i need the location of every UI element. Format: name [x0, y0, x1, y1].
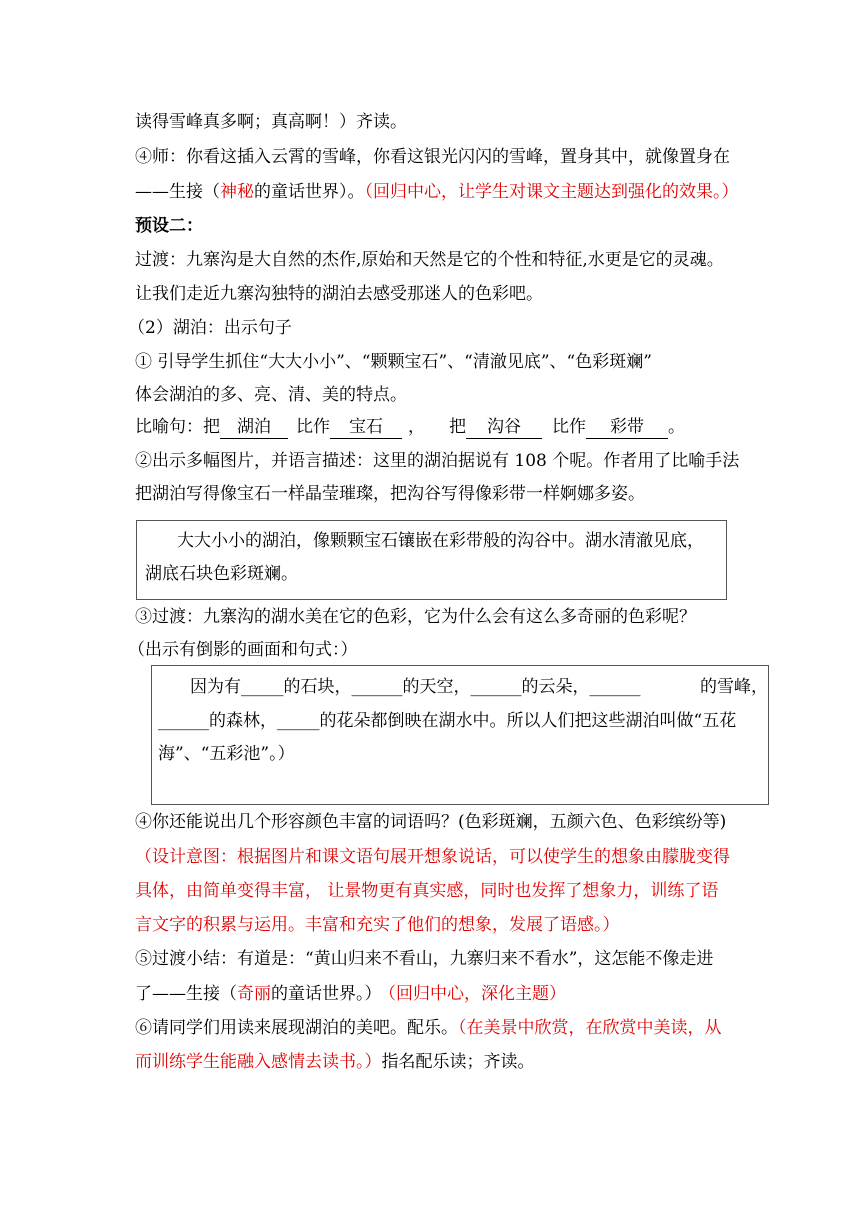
paragraph-text: ②出示多幅图片，并语言描述：这里的湖泊据说有 108 个呢。作者用了比喻手法 — [135, 451, 740, 471]
design-intent-line — [135, 879, 718, 903]
paragraph-text: 的童话世界。） — [271, 984, 382, 1004]
text-line — [135, 1050, 535, 1074]
teacher-note: （回归中心，深化主题） — [387, 984, 566, 1004]
paragraph-text: ——生接（ — [135, 182, 220, 202]
text-line — [135, 110, 407, 134]
paragraph-text: ⑤过渡小结：有道是：“黄山归来不看山，九寨归来不看水”，这怎能不像走进 — [135, 949, 714, 969]
teacher-note: 而训练学生能融入感情去读书。） — [135, 1052, 382, 1072]
text-line — [177, 529, 704, 553]
highlight-word: 奇丽 — [237, 984, 271, 1004]
subheading-text: （2）湖泊：出示句子 — [128, 318, 292, 338]
paragraph-text: 过渡：九寨沟是大自然的杰作,原始和天然是它的个性和特征,水更是它的灵魂。 — [135, 250, 724, 270]
paragraph-text: ④师：你看这插入云霄的雪峰，你看这银光闪闪的雪峰，置身其中，就像置身在 — [135, 147, 730, 167]
text-line — [135, 947, 713, 971]
text-line — [135, 1016, 722, 1040]
pattern-text: 的雪峰， — [700, 677, 768, 697]
pattern-text: ______的森林，_____的花朵都倒映在湖水中。所以人们把这些湖泊叫做“五花 — [158, 711, 737, 731]
teacher-note: （设计意图：根据图片和课文语句展开想象说话，可以使学生的想象由朦胧变得 — [135, 847, 730, 867]
paragraph-text: 让我们走近九寨沟独特的湖泊去感受那迷人的色彩吧。 — [135, 284, 543, 304]
text-line — [135, 383, 407, 407]
heading-text: 预设二： — [135, 216, 203, 236]
text-line — [135, 449, 739, 473]
fill-blank: 宝石 — [330, 416, 402, 439]
paragraph-text: 比作 — [296, 417, 330, 437]
text-line — [135, 605, 696, 629]
text-line — [135, 145, 730, 169]
design-intent-line — [135, 913, 620, 937]
pattern-text: 海”、“五彩池”。） — [158, 744, 295, 764]
fill-blank: 沟谷 — [466, 416, 542, 439]
text-line — [135, 282, 543, 306]
text-line — [135, 350, 652, 374]
fill-blank: 湖泊 — [220, 416, 288, 439]
pattern-text: 因为有_____的石块，______的天空，______的云朵，______ — [190, 677, 641, 697]
metaphor-line — [135, 415, 685, 439]
text-line — [700, 675, 768, 699]
paragraph-text: 把湖泊写得像宝石一样晶莹璀璨，把沟谷写得像彩带一样婀娜多姿。 — [135, 484, 645, 504]
paragraph-text: 指名配乐读；齐读。 — [381, 1052, 535, 1072]
text-line — [128, 638, 358, 662]
quote-text: 大大小小的湖泊，像颗颗宝石镶嵌在彩带般的沟谷中。湖水清澈见底， — [177, 531, 704, 551]
text-line — [135, 180, 739, 204]
paragraph-text: 比作 — [552, 417, 586, 437]
paragraph-text: 。 — [668, 417, 685, 437]
teacher-note: 言文字的积累与运用。丰富和充实了他们的想象，发展了语感。） — [135, 915, 620, 935]
text-line — [135, 248, 724, 272]
teacher-note: （在美景中欣赏，在欣赏中美读，从 — [458, 1018, 722, 1038]
paragraph-text: ③过渡：九寨沟的湖水美在它的色彩，它为什么会有这么多奇丽的色彩呢？ — [135, 607, 696, 627]
paragraph-text: ， — [408, 417, 425, 437]
paragraph-text: 的童话世界）。 — [254, 182, 365, 202]
paragraph-text: 了——生接（ — [135, 984, 237, 1004]
highlight-word: 神秘 — [220, 182, 254, 202]
metaphor-label: 比喻句：把 — [135, 417, 220, 437]
paragraph-text: ⑥请同学们用读来展现湖泊的美吧。配乐。 — [135, 1018, 458, 1038]
text-line — [145, 562, 298, 586]
text-line — [135, 982, 566, 1006]
paragraph-text: 把 — [449, 417, 466, 437]
text-line — [158, 709, 736, 733]
paragraph-text: ④你还能说出几个形容颜色丰富的词语吗？(色彩斑斓，五颜六色、色彩缤纷等) — [135, 812, 727, 832]
text-line — [128, 316, 292, 340]
text-line — [135, 482, 645, 506]
paragraph-text: 读得雪峰真多啊；真高啊！）齐读。 — [135, 112, 407, 132]
paragraph-text: ① 引导学生抓住“大大小小”、“颗颗宝石”、“清澈见底”、“色彩斑斓” — [135, 352, 652, 372]
paragraph-text: 体会湖泊的多、亮、清、美的特点。 — [135, 385, 407, 405]
quote-text: 湖底石块色彩斑斓。 — [145, 564, 298, 584]
section-heading — [135, 214, 203, 238]
text-line — [158, 742, 295, 766]
design-intent-line — [135, 845, 730, 869]
teacher-note: （回归中心，让学生对课文主题达到强化的效果。） — [364, 182, 739, 202]
text-line — [190, 675, 641, 699]
text-line — [135, 810, 726, 834]
teacher-note: 具体，由简单变得丰富， 让景物更有真实感，同时也发挥了想象力，训练了语 — [135, 881, 719, 901]
fill-blank: 彩带 — [586, 416, 668, 439]
paragraph-text: （出示有倒影的画面和句式：） — [128, 640, 358, 660]
